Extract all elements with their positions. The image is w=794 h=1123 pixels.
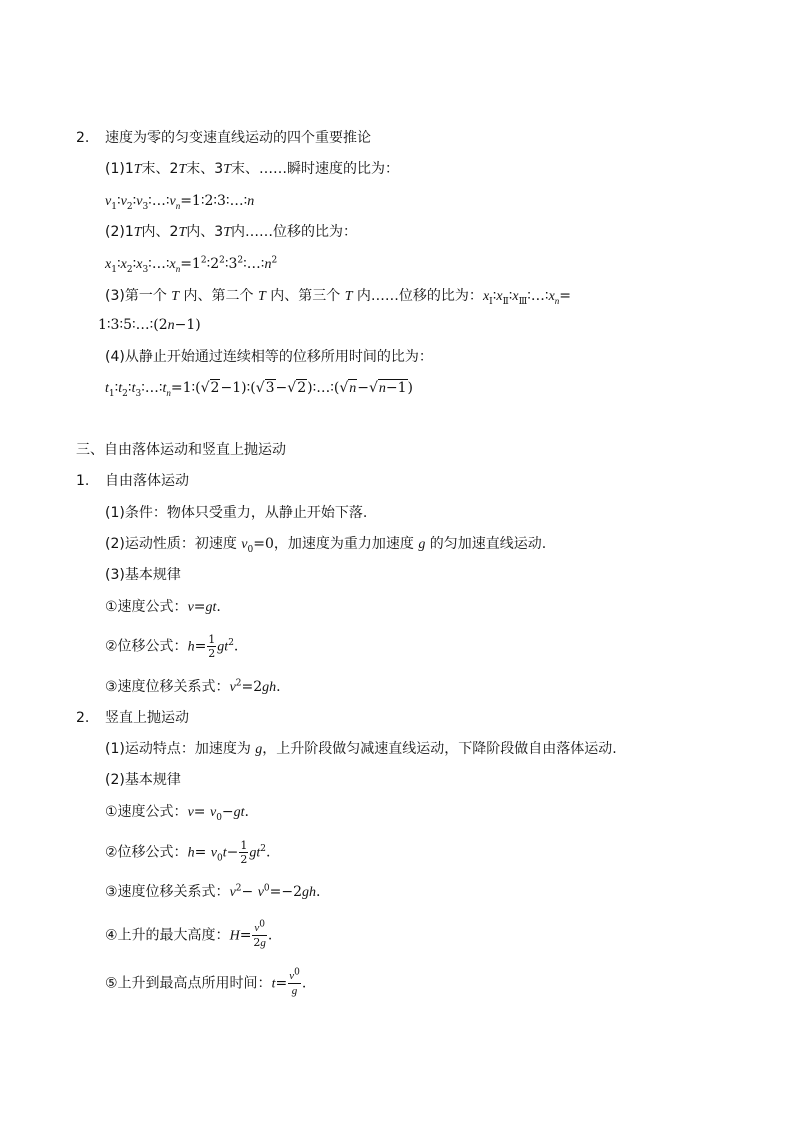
sub2-f5-label: ⑤上升到最高点所用时间：: [105, 975, 272, 992]
sec2-item2-label: (2)1T内、2T内、3T内……位移的比为：: [105, 224, 357, 240]
sub2-formula-vel-disp: ③速度位移关系式：$v^2- v^0=-2gh$.: [105, 883, 321, 900]
sub1-formula-velocity: ①速度公式：v=gt.: [105, 599, 221, 615]
sub2-formula-velocity: ①速度公式：$v= v_0-gt$.: [105, 804, 249, 823]
sub1-condition: (1)条件：物体只受重力，从静止开始下落.: [105, 505, 368, 521]
sub1-f2-label: ②位移公式：: [105, 638, 188, 655]
sub1-number: 1.: [76, 473, 90, 489]
sub2-feature: (1)运动特点：加速度为 g，上升阶段做匀减速直线运动，下降阶段做自由落体运动.: [105, 741, 617, 757]
sub1-formula-displacement: ②位移公式：h= $\frac{1}{2}$ $gt^2$.: [105, 633, 239, 660]
sub1-property: (2)运动性质：初速度 $v_0=0$，加速度为重力加速度 g 的匀加速直线运动.: [105, 536, 547, 555]
sub2-formula-displacement: ②位移公式：$h= v_0t-$ $\frac{1}{2}$ $gt^2$.: [105, 839, 271, 866]
sub1-laws-heading: (3)基本规律: [105, 567, 181, 583]
sub2-f2-label: ②位移公式：: [105, 844, 188, 861]
sec2-item3-continuation: 1∶3∶5∶…∶(2n−1): [98, 317, 201, 333]
sub2-title: 竖直上抛运动: [105, 710, 189, 726]
sub1-title: 自由落体运动: [105, 473, 189, 489]
sub1-f1-label: ①速度公式：: [105, 599, 188, 615]
sec2-item4-formula: $t_1∶t_2∶t_3∶\dots∶t_n=1∶(√2-1)∶(√3-√2)∶\dots∶(√n-√n-1)$: [105, 380, 414, 399]
sub1-f3-label: ③速度位移关系式：: [105, 679, 230, 695]
sec2-item3-label: (3)第一个 T 内、第二个 T 内、第三个 T 内……位移的比为：$x_Ⅰ∶x_Ⅱ∶x_Ⅲ∶\dots∶x_n=$: [105, 288, 572, 307]
sub2-f3-label: ③速度位移关系式：: [105, 884, 230, 900]
sec2-item4-label: (4)从静止开始通过连续相等的位移所用时间的比为：: [105, 349, 433, 365]
sec2-title: 速度为零的匀变速直线运动的四个重要推论: [105, 130, 371, 146]
sub1-formula-vel-disp: ③速度位移关系式：$v^2=2gh$.: [105, 678, 281, 695]
sub2-f1-label: ①速度公式：: [105, 804, 188, 820]
sec2-item2-formula: $x_1∶x_2∶x_3∶\dots∶x_n=1^2∶2^2∶3^2∶\dots∶n^2$: [105, 255, 278, 275]
sub2-laws-heading: (2)基本规律: [105, 772, 181, 788]
sec2-item1-label: (1)1T末、2T末、3T末、……瞬时速度的比为：: [105, 161, 399, 177]
sub2-formula-max-height: ④上升的最大高度：H= $\frac{v^0}{2g}$ .: [105, 919, 273, 949]
sec2-item1-formula: $v_1∶v_2∶v_3∶\dots∶v_n=1∶2∶3∶\dots∶n$: [105, 193, 255, 212]
sec2-number: 2.: [76, 130, 90, 146]
sub2-formula-rise-time: ⑤上升到最高点所用时间：t= $\frac{v^0}{g}$ .: [105, 967, 307, 997]
sub2-number: 2.: [76, 710, 90, 726]
section3-heading: 三、自由落体运动和竖直上抛运动: [76, 442, 286, 458]
sub2-f4-label: ④上升的最大高度：: [105, 927, 230, 944]
